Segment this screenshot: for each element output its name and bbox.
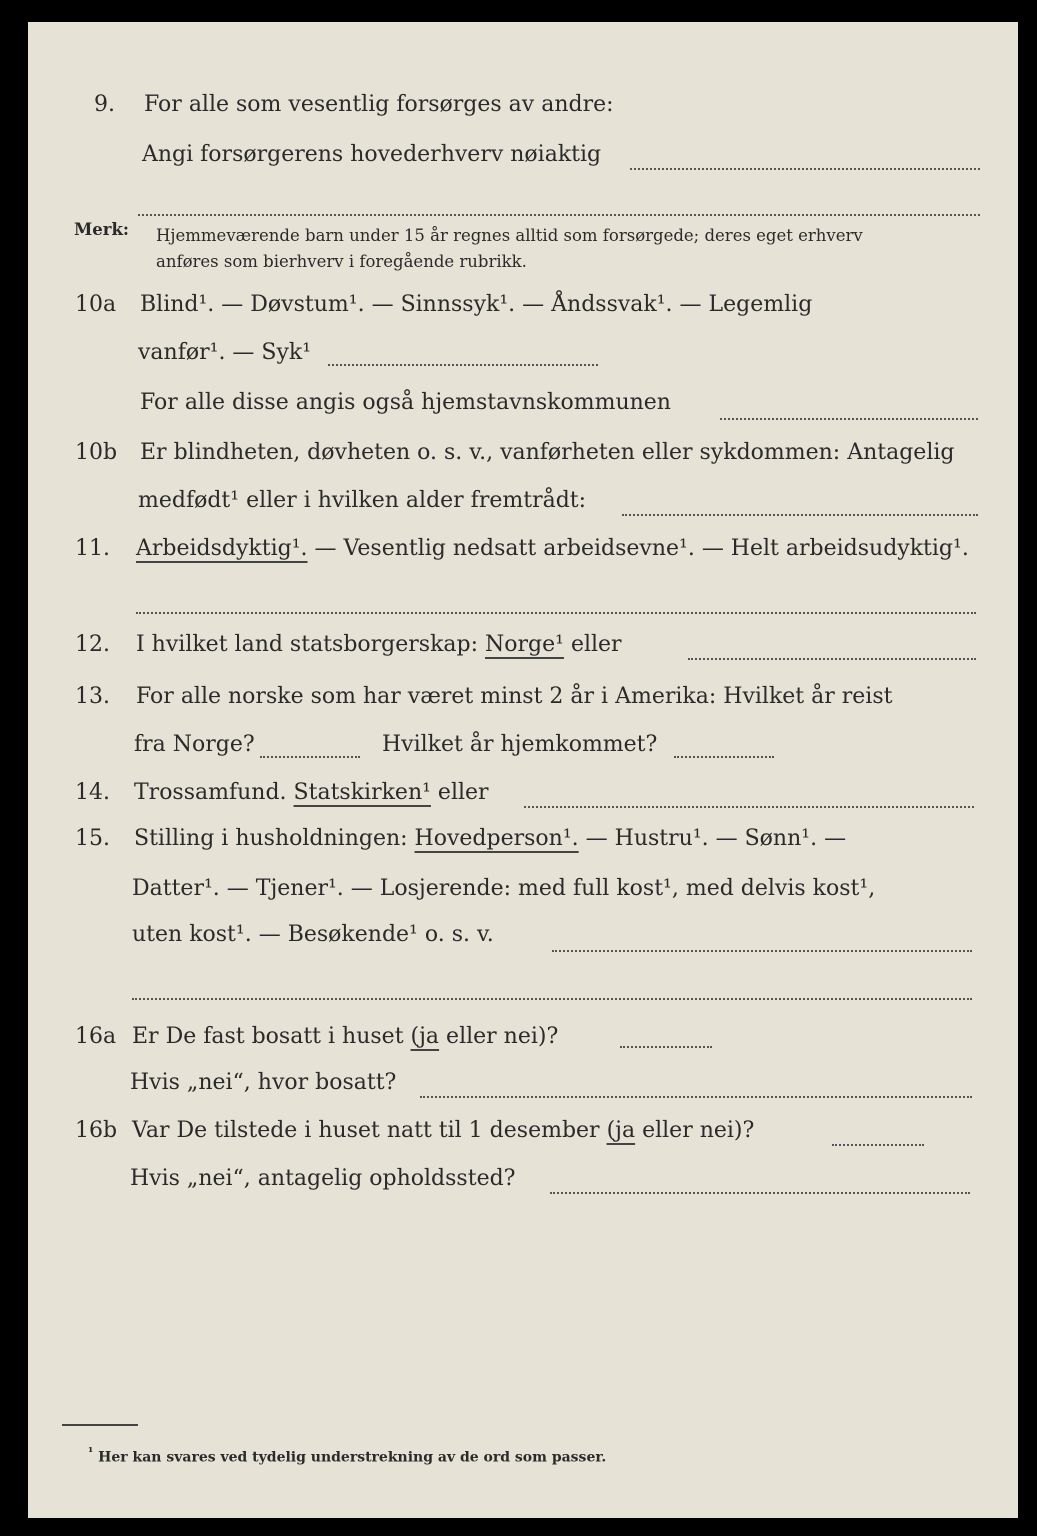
q10a-line2: vanfør¹. — Syk¹ [138, 340, 312, 365]
q16b-line2: Hvis „nei“, antagelig opholdssted? [130, 1166, 516, 1191]
q10b-answer-field[interactable] [622, 514, 978, 516]
q11-number: 11. [75, 536, 110, 561]
q14-answer-field[interactable] [524, 806, 974, 808]
q10a-line1: Blind¹. — Døvstum¹. — Sinnssyk¹. — Åndssvak¹. — Legemlig [140, 292, 813, 317]
q14-pre: Trossamfund. [134, 780, 294, 805]
q16b-whereabouts-field[interactable] [550, 1192, 970, 1194]
q16b-line1 [132, 1120, 754, 1142]
perforated-edge [1016, 22, 1028, 1518]
merk-line2: anføres som bierhverv i foregående rubrikk. [156, 252, 527, 271]
footnote [88, 1445, 606, 1466]
q15-post: — Hustru¹. — Sønn¹. — [578, 826, 847, 851]
q16a-post: eller nei)? [439, 1024, 559, 1049]
q16b-option-underlined[interactable]: (ja [606, 1118, 636, 1143]
q12-pre: I hvilket land statsborgerskap: [136, 632, 486, 657]
q14-post: eller [430, 780, 489, 805]
q15-pre: Stilling i husholdningen: [134, 826, 415, 851]
q12-line [136, 634, 622, 656]
q9-number: 9. [94, 92, 115, 117]
merk-label: Merk: [74, 220, 129, 239]
q9-answer-field-2[interactable] [138, 214, 980, 216]
q16a-number: 16a [75, 1024, 117, 1049]
q13-line1: For alle norske som har været minst 2 år i Amerika: Hvilket år reist [136, 684, 893, 709]
q15-answer-field[interactable] [552, 950, 972, 952]
q12-post: eller [563, 632, 622, 657]
q15-option-underlined[interactable]: Hovedperson¹. [414, 826, 579, 851]
q10a-home-field[interactable] [720, 418, 978, 420]
q10a-line3: For alle disse angis også hjemstavnskommunen [140, 390, 671, 415]
q11-answer-field[interactable] [136, 612, 976, 614]
q13-line2b: Hvilket år hjemkommet? [382, 732, 658, 757]
q15-line2: Datter¹. — Tjener¹. — Losjerende: med full kost¹, med delvis kost¹, [132, 876, 876, 901]
q10a-number: 10a [75, 292, 117, 317]
q13-year-left-field[interactable] [260, 756, 360, 758]
q16a-answer-field[interactable] [620, 1046, 712, 1048]
q14-line [134, 782, 489, 804]
q10b-line1: Er blindheten, døvheten o. s. v., vanførheten eller sykdommen: Antagelig [140, 440, 955, 465]
q16a-pre: Er De fast bosatt i huset [132, 1024, 411, 1049]
census-form-page [28, 22, 1018, 1518]
q9-answer-field[interactable] [630, 168, 980, 170]
footnote-mark: ¹ [88, 1445, 94, 1459]
merk-line1: Hjemmeværende barn under 15 år regnes alltid som forsørgede; deres eget erhverv [156, 226, 863, 245]
q12-option-underlined[interactable]: Norge¹ [485, 632, 564, 657]
q14-option-underlined[interactable]: Statskirken¹ [293, 780, 431, 805]
q16a-line1 [132, 1026, 558, 1048]
q13-number: 13. [75, 684, 110, 709]
q10b-line2: medfødt¹ eller i hvilken alder fremtrådt: [138, 488, 587, 513]
q10a-answer-field[interactable] [328, 364, 598, 366]
q16b-number: 16b [75, 1118, 118, 1143]
q11-line [136, 538, 969, 560]
q15-line1 [134, 828, 846, 850]
q16b-post: eller nei)? [635, 1118, 755, 1143]
q14-number: 14. [75, 780, 110, 805]
q11-option-underlined[interactable]: Arbeidsdyktig¹. [136, 536, 308, 561]
q15-number: 15. [75, 826, 110, 851]
q16a-residence-field[interactable] [420, 1096, 972, 1098]
q16a-line2: Hvis „nei“, hvor bosatt? [130, 1070, 397, 1095]
q15-line3: uten kost¹. — Besøkende¹ o. s. v. [132, 922, 494, 947]
footnote-text: Her kan svares ved tydelig understrekning av de ord som passer. [98, 1449, 607, 1466]
q11-rest: — Vesentlig nedsatt arbeidsevne¹. — Helt arbeidsudyktig¹. [307, 536, 969, 561]
q13-line2a: fra Norge? [134, 732, 255, 757]
q16a-option-underlined[interactable]: (ja [410, 1024, 440, 1049]
q10b-number: 10b [75, 440, 118, 465]
q15-answer-field-2[interactable] [132, 998, 972, 1000]
q9-line2: Angi forsørgerens hovederhverv nøiaktig [142, 142, 602, 167]
q9-line1: For alle som vesentlig forsørges av andre: [144, 92, 614, 117]
q13-year-return-field[interactable] [674, 756, 774, 758]
footnote-rule [62, 1424, 138, 1426]
q12-number: 12. [75, 632, 110, 657]
q16b-answer-field[interactable] [832, 1144, 924, 1146]
q16b-pre: Var De tilstede i huset natt til 1 desember [132, 1118, 607, 1143]
q12-answer-field[interactable] [688, 658, 976, 660]
